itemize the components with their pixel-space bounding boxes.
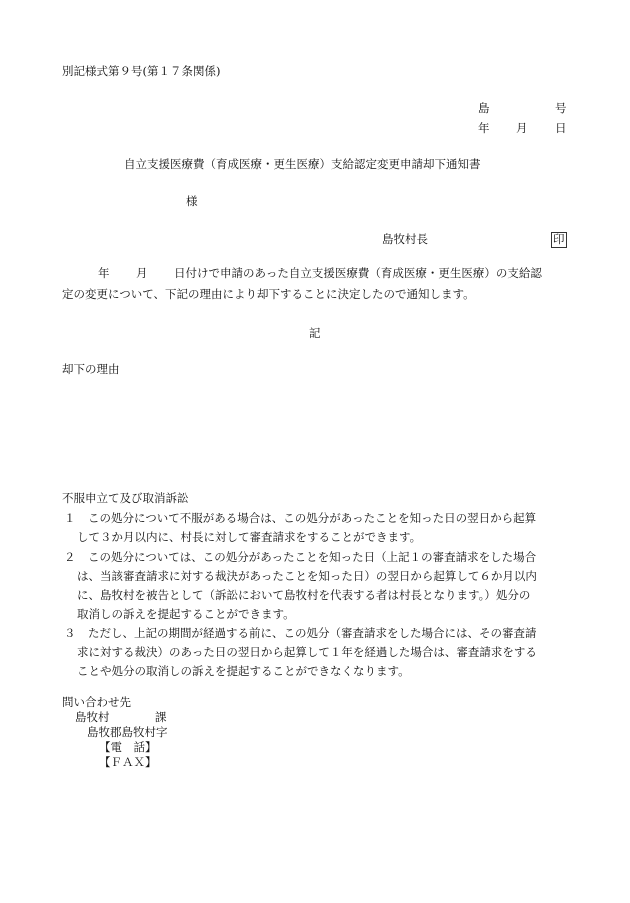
contact-village: 島牧村 (75, 710, 110, 724)
appeal-item-line: して３か月以内に、村長に対して審査請求をすることができます。 (77, 530, 422, 544)
appeal-item-line: この処分について不服がある場合は、この処分があったことを知った日の翌日から起算 (88, 511, 537, 525)
seal-mark: 印 (553, 232, 565, 246)
contact-fax: 【ＦＡＸ】 (99, 755, 157, 769)
appeal-item-line: は、当該審査請求に対する裁決があったことを知った日）の翌日から起算して６か月以内 (77, 569, 537, 583)
date-month: 月 (516, 121, 528, 135)
contact-tel: 【電 話】 (99, 740, 157, 754)
body-year: 年 (98, 266, 110, 280)
ki-marker: 記 (309, 326, 321, 340)
doc-number-suffix: 号 (555, 101, 567, 115)
body-month: 月 (136, 266, 148, 280)
issuer-name: 島牧村長 (382, 232, 428, 246)
appeal-item-line: この処分については、この処分があったことを知った日（上記１の審査請求をした場合 (88, 550, 537, 564)
date-year: 年 (478, 121, 490, 135)
body-line-2: 定の変更について、下記の理由により却下することに決定したので通知します。 (62, 287, 475, 301)
doc-number-prefix: 島 (478, 101, 490, 115)
appeal-item-number: ２ (64, 550, 76, 564)
reason-heading: 却下の理由 (62, 362, 120, 376)
contact-section: 課 (155, 710, 167, 724)
body-line-1: 日付けで申請のあった自立支援医療費（育成医療・更生医療）の支給認 (174, 266, 542, 280)
form-number: 別記様式第９号(第１７条関係) (62, 64, 221, 78)
date-day: 日 (555, 121, 567, 135)
appeal-item-line: 求に対する裁決）のあった日の翌日から起算して１年を経過した場合は、審査請求をする (77, 645, 537, 659)
appeal-item-line: ただし、上記の期間が経過する前に、この処分（審査請求をした場合には、その審査請 (88, 626, 537, 640)
contact-address: 島牧郡島牧村字 (87, 725, 168, 739)
addressee-suffix: 様 (186, 194, 198, 208)
appeal-item-number: １ (64, 511, 76, 525)
appeal-item-line: 取消しの訴えを提起することができます。 (77, 607, 295, 621)
appeal-item-line: ことや処分の取消しの訴えを提起することができなくなります。 (77, 664, 410, 678)
document-title: 自立支援医療費（育成医療・更生医療）支給認定変更申請却下通知書 (124, 157, 481, 171)
contact-heading: 問い合わせ先 (62, 695, 131, 709)
appeal-item-number: ３ (64, 626, 76, 640)
appeal-item-line: に、島牧村を被告として（訴訟において島牧村を代表する者は村長となります。）処分の (77, 588, 531, 602)
appeal-heading: 不服申立て及び取消訴訟 (62, 491, 189, 505)
